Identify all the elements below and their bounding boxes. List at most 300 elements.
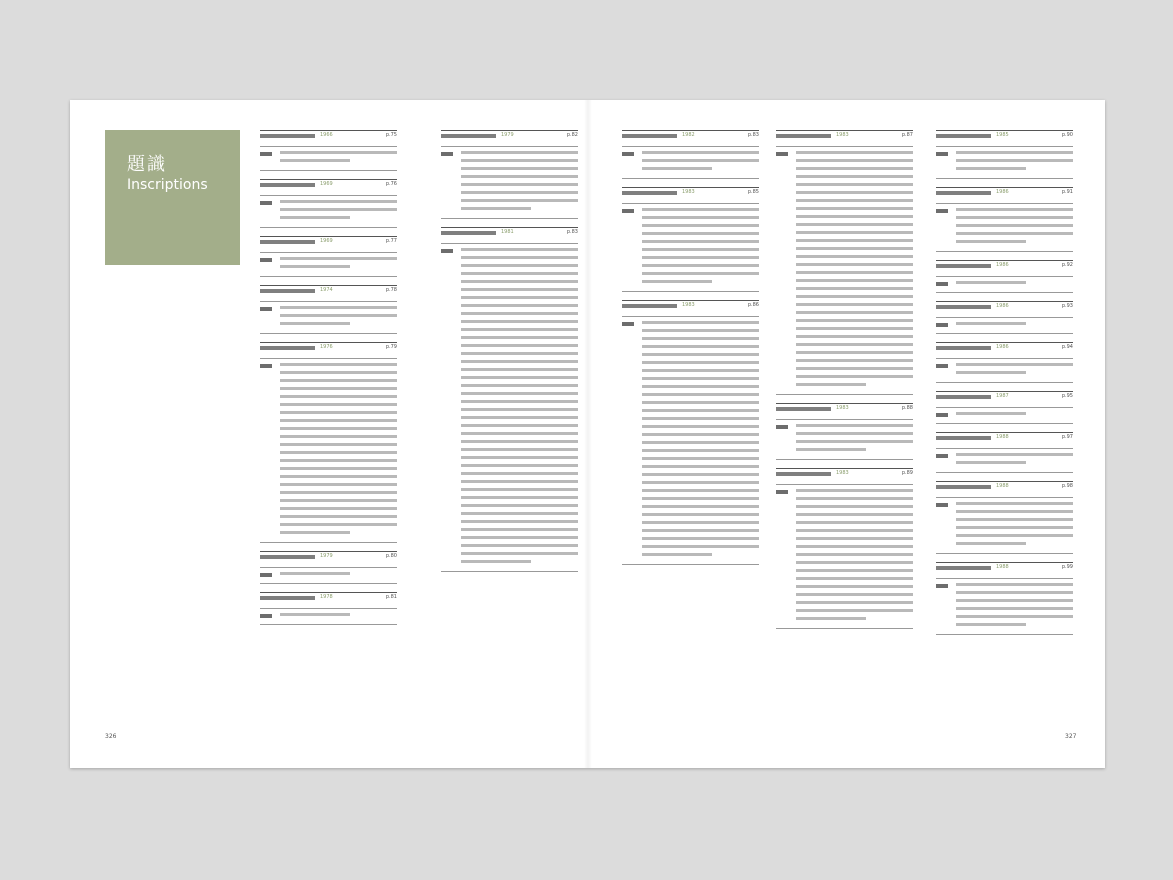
text-line xyxy=(796,255,913,258)
artwork-title-placeholder xyxy=(936,566,991,570)
text-line xyxy=(956,615,1073,618)
text-line xyxy=(461,175,578,178)
entry-body xyxy=(622,203,759,292)
text-line xyxy=(461,560,531,563)
text-line xyxy=(461,464,578,467)
artwork-title-placeholder xyxy=(936,134,991,138)
inscription-entry xyxy=(260,592,397,625)
plate-page-ref: p.80 xyxy=(385,553,397,559)
text-line xyxy=(642,529,759,532)
plate-page-ref: p.99 xyxy=(1061,564,1073,570)
text-line xyxy=(796,151,913,154)
text-line xyxy=(280,515,397,518)
entry-header xyxy=(622,130,759,143)
text-line xyxy=(796,432,913,435)
text-line xyxy=(461,248,578,251)
entry-body xyxy=(260,195,397,228)
inscription-text-placeholder xyxy=(956,208,1073,243)
text-line xyxy=(642,393,759,396)
plate-page-ref: p.76 xyxy=(385,181,397,187)
text-line xyxy=(280,427,397,430)
text-line xyxy=(461,191,578,194)
entry-body xyxy=(936,497,1073,554)
inscription-text-placeholder xyxy=(796,151,913,386)
text-line xyxy=(461,304,578,307)
plate-page-ref: p.82 xyxy=(566,132,578,138)
text-line xyxy=(642,208,759,211)
text-line xyxy=(461,512,578,515)
entry-body xyxy=(936,448,1073,473)
entry-header xyxy=(260,285,397,298)
text-line xyxy=(642,329,759,332)
entry-label-placeholder xyxy=(936,364,948,368)
artwork-date: 1986 xyxy=(996,344,1009,350)
text-line xyxy=(280,451,397,454)
text-line xyxy=(796,183,913,186)
text-line xyxy=(461,496,578,499)
text-line xyxy=(642,497,759,500)
text-line xyxy=(796,159,913,162)
entry-body xyxy=(260,301,397,334)
text-line xyxy=(461,167,578,170)
inscription-text-placeholder xyxy=(796,489,913,620)
text-line xyxy=(461,472,578,475)
inscription-text-placeholder xyxy=(280,572,397,575)
entry-label-placeholder xyxy=(441,249,453,253)
entry-header xyxy=(936,187,1073,200)
text-line xyxy=(280,443,397,446)
plate-page-ref: p.94 xyxy=(1061,344,1073,350)
text-line xyxy=(280,572,350,575)
entry-header xyxy=(936,562,1073,575)
text-line xyxy=(280,395,397,398)
artwork-title-placeholder xyxy=(936,191,991,195)
text-line xyxy=(642,545,759,548)
text-line xyxy=(796,577,913,580)
text-line xyxy=(642,280,712,283)
inscription-text-placeholder xyxy=(956,502,1073,545)
text-line xyxy=(796,199,913,202)
plate-page-ref: p.97 xyxy=(1061,434,1073,440)
inscription-text-placeholder xyxy=(280,363,397,534)
plate-page-ref: p.77 xyxy=(385,238,397,244)
entry-body xyxy=(622,146,759,179)
artwork-date: 1986 xyxy=(996,189,1009,195)
text-line xyxy=(280,200,397,203)
text-line xyxy=(796,569,913,572)
text-line xyxy=(796,537,913,540)
artwork-date: 1987 xyxy=(996,393,1009,399)
text-line xyxy=(642,232,759,235)
entry-header xyxy=(776,130,913,143)
text-line xyxy=(956,534,1073,537)
artwork-title-placeholder xyxy=(622,304,677,308)
artwork-date: 1969 xyxy=(320,238,333,244)
entry-label-placeholder xyxy=(936,209,948,213)
entry-body xyxy=(936,317,1073,334)
artwork-title-placeholder xyxy=(260,346,315,350)
text-line xyxy=(642,433,759,436)
entry-label-placeholder xyxy=(776,490,788,494)
text-line xyxy=(956,232,1073,235)
text-column-1 xyxy=(260,130,397,633)
artwork-title-placeholder xyxy=(776,407,831,411)
artwork-title-placeholder xyxy=(260,183,315,187)
text-line xyxy=(461,416,578,419)
text-line xyxy=(461,552,578,555)
text-line xyxy=(956,412,1026,415)
inscription-entry xyxy=(936,187,1073,252)
artwork-date: 1985 xyxy=(996,132,1009,138)
entry-label-placeholder xyxy=(776,152,788,156)
text-line xyxy=(642,521,759,524)
text-line xyxy=(642,264,759,267)
text-line xyxy=(642,457,759,460)
text-line xyxy=(280,411,397,414)
plate-page-ref: p.89 xyxy=(901,470,913,476)
entry-body xyxy=(260,146,397,171)
text-line xyxy=(796,375,913,378)
inscription-entry xyxy=(622,187,759,292)
text-line xyxy=(796,359,913,362)
text-line xyxy=(280,371,397,374)
text-line xyxy=(642,513,759,516)
entry-body xyxy=(260,358,397,543)
text-line xyxy=(280,208,397,211)
text-column-4 xyxy=(776,130,913,637)
text-line xyxy=(956,599,1073,602)
plate-page-ref: p.88 xyxy=(901,405,913,411)
text-line xyxy=(642,401,759,404)
inscription-text-placeholder xyxy=(956,322,1073,325)
text-line xyxy=(280,467,397,470)
text-line xyxy=(280,257,397,260)
text-line xyxy=(461,183,578,186)
page-number-right: 327 xyxy=(1065,733,1077,740)
entry-label-placeholder xyxy=(622,209,634,213)
text-line xyxy=(796,424,913,427)
entry-label-placeholder xyxy=(260,201,272,205)
text-line xyxy=(642,151,759,154)
entry-header xyxy=(260,179,397,192)
text-line xyxy=(796,440,913,443)
text-line xyxy=(796,271,913,274)
entry-header xyxy=(622,300,759,313)
entry-header xyxy=(441,227,578,240)
plate-page-ref: p.91 xyxy=(1061,189,1073,195)
artwork-date: 1969 xyxy=(320,181,333,187)
text-line xyxy=(280,507,397,510)
text-column-5 xyxy=(936,130,1073,643)
section-title-box xyxy=(105,130,240,265)
text-column-3 xyxy=(622,130,759,573)
text-line xyxy=(796,497,913,500)
text-column-2 xyxy=(441,130,578,580)
artwork-date: 1982 xyxy=(682,132,695,138)
text-line xyxy=(642,409,759,412)
inscription-text-placeholder xyxy=(280,306,397,325)
text-line xyxy=(280,523,397,526)
entry-label-placeholder xyxy=(260,614,272,618)
text-line xyxy=(796,303,913,306)
artwork-date: 1983 xyxy=(682,302,695,308)
text-line xyxy=(796,489,913,492)
text-line xyxy=(642,465,759,468)
entry-header xyxy=(936,391,1073,404)
entry-header xyxy=(936,260,1073,273)
artwork-title-placeholder xyxy=(936,485,991,489)
text-line xyxy=(642,321,759,324)
book-gutter xyxy=(584,100,592,768)
text-line xyxy=(642,473,759,476)
text-line xyxy=(796,593,913,596)
text-line xyxy=(642,337,759,340)
text-line xyxy=(796,327,913,330)
text-line xyxy=(461,151,578,154)
entry-label-placeholder xyxy=(260,152,272,156)
text-line xyxy=(796,231,913,234)
text-line xyxy=(956,216,1073,219)
inscription-entry xyxy=(776,468,913,629)
artwork-title-placeholder xyxy=(260,289,315,293)
text-line xyxy=(956,281,1026,284)
artwork-date: 1976 xyxy=(320,344,333,350)
entry-body xyxy=(936,146,1073,179)
text-line xyxy=(280,159,350,162)
entry-label-placeholder xyxy=(260,307,272,311)
plate-page-ref: p.78 xyxy=(385,287,397,293)
inscription-entry xyxy=(260,551,397,584)
artwork-date: 1979 xyxy=(501,132,514,138)
inscription-entry xyxy=(260,342,397,543)
artwork-title-placeholder xyxy=(441,134,496,138)
plate-page-ref: p.85 xyxy=(747,189,759,195)
entry-header xyxy=(622,187,759,200)
plate-page-ref: p.92 xyxy=(1061,262,1073,268)
text-line xyxy=(642,449,759,452)
inscription-text-placeholder xyxy=(956,151,1073,170)
text-line xyxy=(461,392,578,395)
text-line xyxy=(642,537,759,540)
text-line xyxy=(796,545,913,548)
artwork-title-placeholder xyxy=(622,191,677,195)
text-line xyxy=(956,510,1073,513)
text-line xyxy=(956,461,1026,464)
text-line xyxy=(956,371,1026,374)
artwork-date: 1983 xyxy=(836,470,849,476)
artwork-date: 1979 xyxy=(320,553,333,559)
text-line xyxy=(280,363,397,366)
text-line xyxy=(642,553,712,556)
plate-page-ref: p.87 xyxy=(901,132,913,138)
entry-label-placeholder xyxy=(936,503,948,507)
inscription-entry xyxy=(936,342,1073,383)
text-line xyxy=(461,320,578,323)
text-line xyxy=(461,504,578,507)
inscription-text-placeholder xyxy=(956,363,1073,374)
entry-body xyxy=(936,578,1073,635)
text-line xyxy=(461,536,578,539)
entry-label-placeholder xyxy=(776,425,788,429)
text-line xyxy=(956,322,1026,325)
text-line xyxy=(796,505,913,508)
text-line xyxy=(461,448,578,451)
text-line xyxy=(796,521,913,524)
artwork-title-placeholder xyxy=(936,305,991,309)
text-line xyxy=(461,280,578,283)
section-title-zh: 題識 xyxy=(127,154,167,175)
text-line xyxy=(956,151,1073,154)
text-line xyxy=(642,369,759,372)
text-line xyxy=(461,456,578,459)
text-line xyxy=(461,408,578,411)
text-line xyxy=(796,448,866,451)
entry-label-placeholder xyxy=(622,322,634,326)
text-line xyxy=(796,513,913,516)
entry-header xyxy=(260,592,397,605)
artwork-title-placeholder xyxy=(260,134,315,138)
text-line xyxy=(461,352,578,355)
text-line xyxy=(461,544,578,547)
entry-label-placeholder xyxy=(936,454,948,458)
text-line xyxy=(642,345,759,348)
artwork-title-placeholder xyxy=(441,231,496,235)
text-line xyxy=(642,167,712,170)
inscription-entry xyxy=(936,481,1073,554)
text-line xyxy=(461,400,578,403)
entry-body xyxy=(936,407,1073,424)
plate-page-ref: p.93 xyxy=(1061,303,1073,309)
text-line xyxy=(461,336,578,339)
text-line xyxy=(461,376,578,379)
text-line xyxy=(642,417,759,420)
entry-body xyxy=(936,276,1073,293)
inscription-entry xyxy=(936,260,1073,293)
text-line xyxy=(796,263,913,266)
text-line xyxy=(956,159,1073,162)
artwork-date: 1988 xyxy=(996,564,1009,570)
artwork-date: 1981 xyxy=(501,229,514,235)
text-line xyxy=(796,175,913,178)
entry-label-placeholder xyxy=(936,413,948,417)
text-line xyxy=(280,613,350,616)
text-line xyxy=(796,617,866,620)
text-line xyxy=(461,159,578,162)
text-line xyxy=(796,351,913,354)
entry-body xyxy=(441,243,578,572)
inscription-text-placeholder xyxy=(956,583,1073,626)
text-line xyxy=(796,239,913,242)
artwork-title-placeholder xyxy=(936,395,991,399)
text-line xyxy=(796,319,913,322)
text-line xyxy=(642,425,759,428)
text-line xyxy=(642,216,759,219)
text-line xyxy=(461,328,578,331)
text-line xyxy=(642,353,759,356)
inscription-entry xyxy=(260,179,397,228)
book-spread xyxy=(70,100,1105,768)
inscription-text-placeholder xyxy=(796,424,913,451)
entry-label-placeholder xyxy=(260,258,272,262)
text-line xyxy=(796,609,913,612)
artwork-date: 1983 xyxy=(836,132,849,138)
inscription-entry xyxy=(936,432,1073,473)
text-line xyxy=(796,191,913,194)
inscription-entry xyxy=(260,236,397,277)
artwork-title-placeholder xyxy=(776,472,831,476)
text-line xyxy=(280,499,397,502)
entry-header xyxy=(441,130,578,143)
text-line xyxy=(642,489,759,492)
plate-page-ref: p.98 xyxy=(1061,483,1073,489)
text-line xyxy=(461,488,578,491)
inscription-text-placeholder xyxy=(280,257,397,268)
inscription-entry xyxy=(441,130,578,219)
inscription-entry xyxy=(622,130,759,179)
inscription-text-placeholder xyxy=(642,321,759,556)
artwork-title-placeholder xyxy=(260,240,315,244)
artwork-title-placeholder xyxy=(260,555,315,559)
text-line xyxy=(956,623,1026,626)
text-line xyxy=(796,367,913,370)
text-line xyxy=(642,481,759,484)
text-line xyxy=(956,208,1073,211)
inscription-entry xyxy=(441,227,578,572)
text-line xyxy=(461,384,578,387)
text-line xyxy=(461,432,578,435)
inscription-entry xyxy=(776,403,913,460)
inscription-text-placeholder xyxy=(956,453,1073,464)
entry-header xyxy=(936,301,1073,314)
entry-body xyxy=(936,203,1073,252)
text-line xyxy=(461,528,578,531)
text-line xyxy=(796,295,913,298)
text-line xyxy=(796,601,913,604)
text-line xyxy=(461,199,578,202)
artwork-date: 1988 xyxy=(996,434,1009,440)
artwork-title-placeholder xyxy=(936,346,991,350)
entry-body xyxy=(260,567,397,584)
text-line xyxy=(280,403,397,406)
text-line xyxy=(642,385,759,388)
text-line xyxy=(642,441,759,444)
text-line xyxy=(461,272,578,275)
plate-page-ref: p.75 xyxy=(385,132,397,138)
entry-body xyxy=(441,146,578,219)
text-line xyxy=(796,335,913,338)
plate-page-ref: p.81 xyxy=(385,594,397,600)
entry-header xyxy=(936,432,1073,445)
text-line xyxy=(796,167,913,170)
text-line xyxy=(796,207,913,210)
text-line xyxy=(461,424,578,427)
text-line xyxy=(796,553,913,556)
artwork-title-placeholder xyxy=(260,596,315,600)
text-line xyxy=(956,518,1073,521)
inscription-entry xyxy=(936,391,1073,424)
entry-body xyxy=(622,316,759,565)
plate-page-ref: p.90 xyxy=(1061,132,1073,138)
text-line xyxy=(461,344,578,347)
artwork-title-placeholder xyxy=(776,134,831,138)
entry-header xyxy=(776,468,913,481)
page-number-left: 326 xyxy=(105,733,117,740)
entry-body xyxy=(936,358,1073,383)
entry-label-placeholder xyxy=(936,282,948,286)
text-line xyxy=(796,215,913,218)
plate-page-ref: p.83 xyxy=(566,229,578,235)
inscription-text-placeholder xyxy=(461,248,578,563)
